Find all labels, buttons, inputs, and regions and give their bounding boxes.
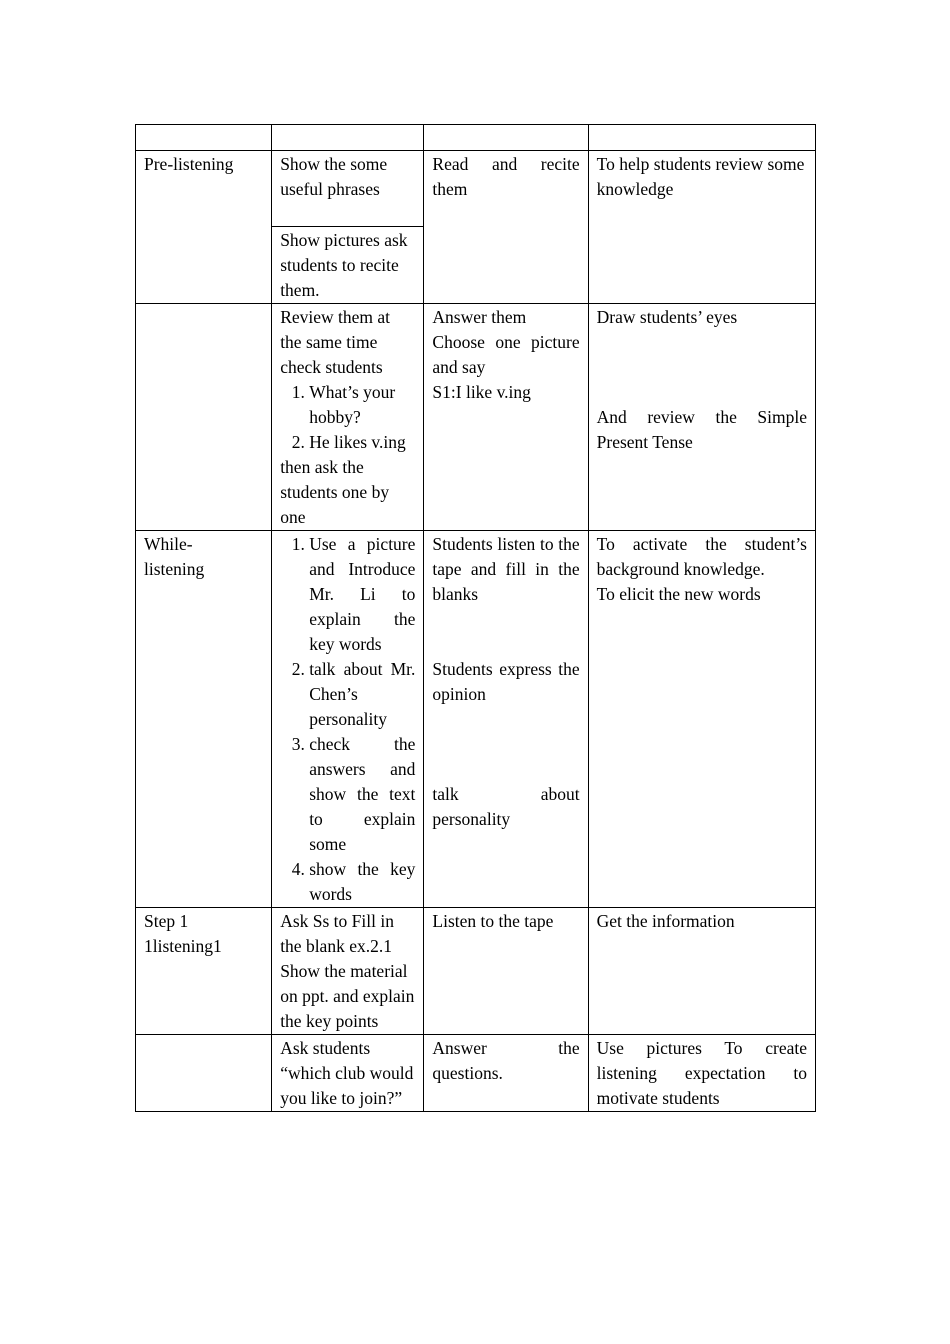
stage-text: While-listening [144,534,205,579]
purpose-cell [588,1035,815,1112]
stage-cell [136,1035,272,1112]
students-cell [424,304,588,531]
students-cell [424,151,588,304]
lesson-plan-table [135,124,816,1112]
purpose-text: And review the Simple Present Tense [596,407,807,452]
purpose-cell [588,304,815,531]
teacher-text: Review them at the same time check students [280,307,391,377]
stage-text: Step 1 [144,911,189,931]
table-row [136,125,816,151]
students-text: Answer the questions. [432,1038,580,1083]
purpose-text: To help students review some knowledge [596,154,805,199]
stage-cell [136,908,272,1035]
list-item: 2. talk about Mr. Chen’s personality [309,657,415,732]
purpose-text: To activate the student’s background knowledge. [596,534,807,579]
teacher-text: Ask Ss to Fill in the blank ex.2.1 [280,911,394,956]
table-cell [136,125,272,151]
teacher-cell [272,908,424,1035]
table-row [136,151,816,227]
teacher-cell [272,1035,424,1112]
students-text: Answer them [432,307,527,327]
teacher-cell [272,304,424,531]
table-row [136,531,816,908]
list-item: 1. Use a picture and Introduce Mr. Li to explain the key words [309,532,415,657]
students-text: S1:I like v.ing [432,382,531,402]
table-cell [424,125,588,151]
table-row [136,304,816,531]
students-text: Choose one picture and say [432,332,580,377]
teacher-list [280,532,415,907]
table-row [136,908,816,1035]
students-text: Students listen to the tape and fill in the blanks [432,534,580,604]
teacher-cell [272,227,424,304]
purpose-text: Get the information [596,911,735,931]
list-item: 1. What’s your hobby? [309,380,415,430]
table-row [136,1035,816,1112]
students-text: Students express the opinion [432,659,580,704]
students-cell [424,1035,588,1112]
table-cell [588,125,815,151]
purpose-text: Use pictures To create listening expectation to motivate students [596,1038,807,1108]
teacher-list [280,380,415,455]
teacher-text: then ask the students one by one [280,457,390,527]
students-cell [424,908,588,1035]
students-text: Read and recite them [432,154,580,199]
list-item: 4. show the key words [309,857,415,907]
stage-cell: Pre-listening [136,151,272,304]
teacher-text: Show the material on ppt. and explain the key points [280,961,415,1031]
teacher-cell [272,531,424,908]
teacher-cell [272,151,424,227]
students-cell [424,531,588,908]
list-item: 3. check the answers and show the text to explain some [309,732,415,857]
teacher-text: Show the some useful phrases [280,154,388,199]
table-cell [272,125,424,151]
purpose-cell [588,908,815,1035]
purpose-cell [588,531,815,908]
teacher-text: Ask students “which club would you like to join?” [280,1038,414,1108]
purpose-cell [588,151,815,304]
stage-cell [136,531,272,908]
students-text: Listen to the tape [432,911,554,931]
teacher-text: Show pictures ask students to recite them. [280,230,408,300]
stage-cell [136,304,272,531]
purpose-text: To elicit the new words [596,584,761,604]
stage-text: 1listening1 [144,936,222,956]
list-item: 2. He likes v.ing [309,430,415,455]
purpose-text: Draw students’ eyes [596,307,738,327]
students-text: talk about personality [432,784,580,829]
